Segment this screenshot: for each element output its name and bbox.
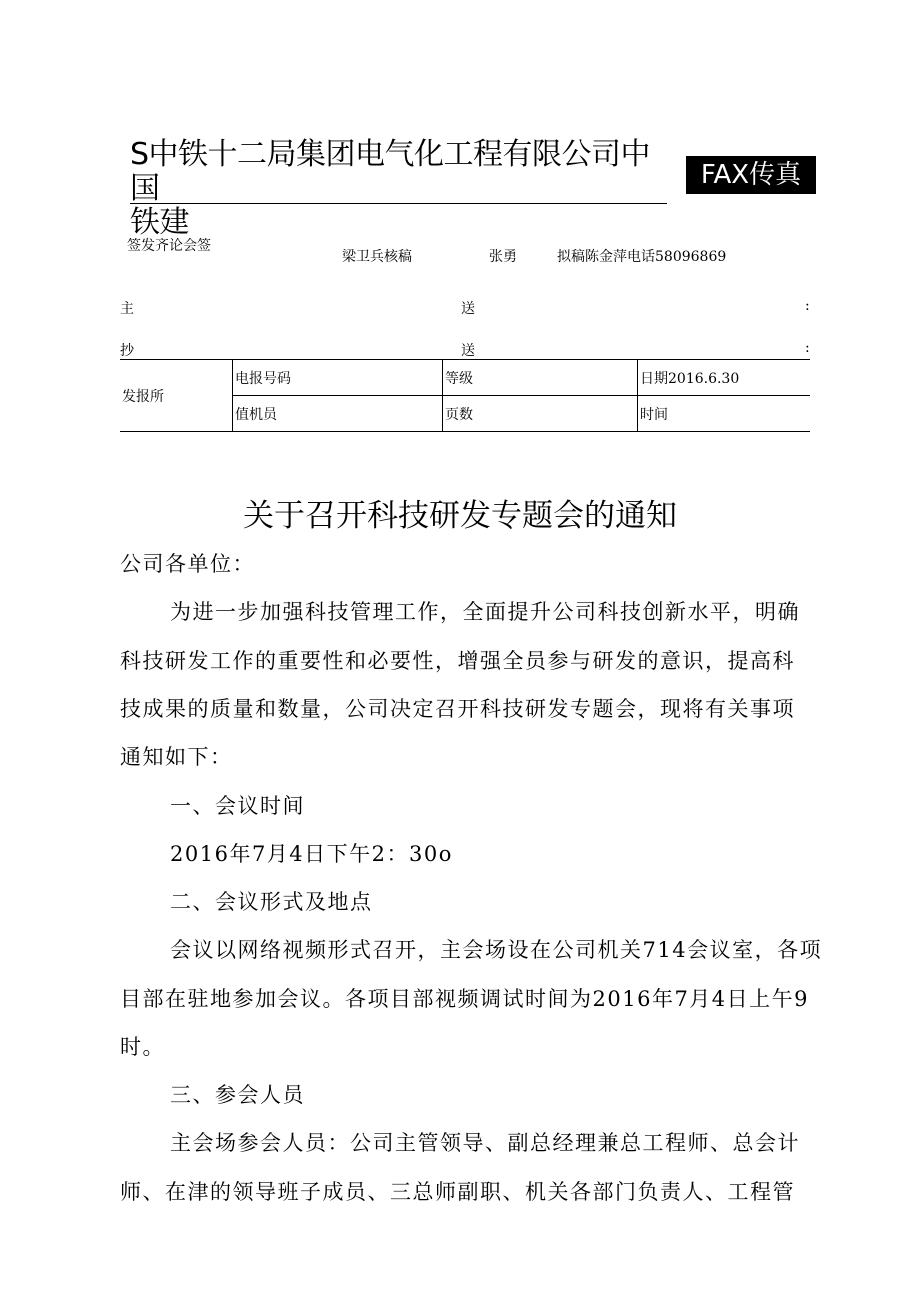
company-name-line2: 铁建 [130,205,189,240]
paragraph1-line3: 技成果的质量和数量，公司决定召开科技研发专题会，现将有关事项 [120,697,795,721]
signoff-label: 签发齐论会签 [127,238,211,254]
signer: 张勇 [489,249,517,265]
company-name [130,138,670,240]
section3-line1: 主会场参会人员：公司主管领导、副总经理兼总工程师、总会计 [170,1131,800,1155]
main-send-label: 送 [461,301,475,317]
section2-heading: 二、会议形式及地点 [170,890,373,914]
copy-colon: : [805,340,810,356]
main-colon: : [805,298,810,314]
section1-text: 2016年7月4日下午2：30o [170,842,453,866]
reviewer: 梁卫兵核稿 [342,249,412,265]
section3-heading: 三、参会人员 [170,1083,305,1107]
header-divider [130,203,667,204]
company-name-line1: S中铁十二局集团电气化工程有限公司中国 [130,137,651,206]
section2-line2: 目部在驻地参加会议。各项目部视频调试时间为2016年7月4日上午9 [120,987,810,1011]
section1-heading: 一、会议时间 [170,794,305,818]
telegram-meta-table [120,360,810,432]
copy-recipient-label: 抄 [120,343,134,359]
date-cell: 日期2016.6.30 [638,360,811,396]
office-label: 发报所 [122,388,164,405]
time-cell: 时间 [638,396,811,432]
pages-cell: 页数 [443,396,638,432]
section2-line1: 会议以网络视频形式召开，主会场设在公司机关714会议室，各项 [170,938,823,962]
paragraph1-line4: 通知如下： [120,745,233,769]
paragraph1-line2: 科技研发工作的重要性和必要性，增强全员参与研发的意识，提高科 [120,649,795,673]
operator-cell: 值机员 [233,396,443,432]
section3-line2: 师、在津的领导班子成员、三总师副职、机关各部门负责人、工程管 [120,1180,795,1204]
paragraph1-line1: 为进一步加强科技管理工作，全面提升公司科技创新水平，明确 [170,600,800,624]
office-label-cell [120,360,233,432]
copy-send-label: 送 [461,343,475,359]
main-recipient-label: 主 [120,301,134,317]
level-cell: 等级 [443,360,638,396]
document-title: 关于召开科技研发专题会的通知 [243,498,677,534]
fax-badge: FAX传真 [686,156,816,194]
salutation: 公司各单位： [120,552,255,576]
telegram-number-cell: 电报号码 [233,360,443,396]
drafter: 拟稿陈金萍电话58096869 [557,249,727,265]
section2-line3: 时。 [120,1035,165,1059]
